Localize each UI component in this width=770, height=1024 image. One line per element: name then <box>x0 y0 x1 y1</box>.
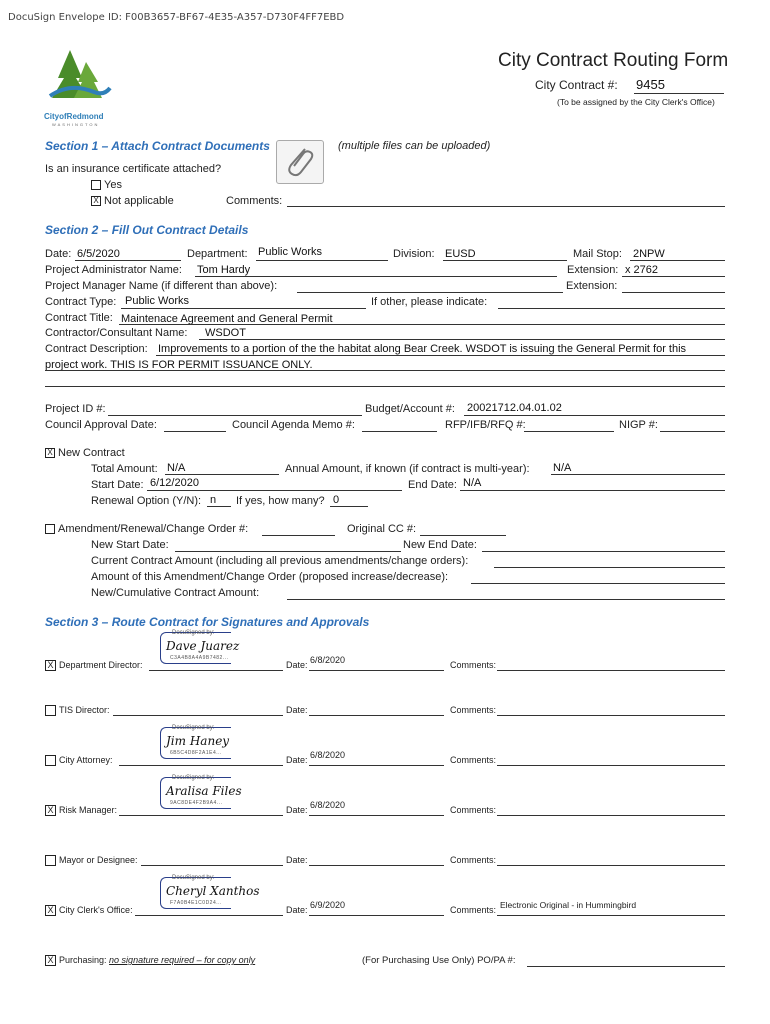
current-amount-field[interactable] <box>494 567 725 568</box>
signature-field[interactable] <box>119 765 283 766</box>
upload-note: (multiple files can be uploaded) <box>338 140 491 152</box>
approval-comments-label: Comments: <box>450 705 497 715</box>
po-field[interactable] <box>527 966 725 967</box>
signature-script: Dave Juarez <box>166 639 240 653</box>
signature-header: DocuSigned by: <box>172 775 215 781</box>
how-many-value[interactable]: 0 <box>333 494 340 506</box>
purchasing-label: Purchasing: <box>59 955 107 965</box>
approval-role-label: Mayor or Designee: <box>59 855 138 865</box>
new-cumulative-label: New/Cumulative Contract Amount: <box>91 587 260 599</box>
nigp-label: NIGP #: <box>619 419 658 431</box>
contract-number-label: City Contract #: <box>535 78 618 92</box>
yes-label: Yes <box>104 179 122 191</box>
new-contract-option[interactable] <box>45 447 125 459</box>
mail-stop-value[interactable]: 2NPW <box>633 248 665 260</box>
attach-box[interactable] <box>276 140 324 184</box>
logo-text: CityofRedmond <box>44 112 104 121</box>
approval-checkbox[interactable] <box>45 705 56 716</box>
signature-field[interactable] <box>149 670 283 671</box>
purchasing-checkbox[interactable]: X <box>45 955 56 966</box>
approval-date-label: Date: <box>286 705 308 715</box>
pm-field[interactable] <box>297 292 563 293</box>
approval-role-label: City Attorney: <box>59 755 113 765</box>
approval-checkbox[interactable]: X <box>45 660 56 671</box>
budget-label: Budget/Account #: <box>365 403 455 415</box>
approval-date-field[interactable] <box>309 815 444 816</box>
original-cc-label: Original CC #: <box>347 523 417 535</box>
other-field[interactable] <box>498 308 725 309</box>
division-label: Division: <box>393 248 435 260</box>
logo-subtext: WASHINGTON <box>52 122 100 127</box>
approval-comments-field[interactable] <box>497 765 725 766</box>
contract-title-label: Contract Title: <box>45 312 113 324</box>
project-id-label: Project ID #: <box>45 403 106 415</box>
city-logo-icon <box>44 48 116 110</box>
approval-date-value[interactable]: 6/8/2020 <box>310 800 346 810</box>
rfp-field[interactable] <box>524 431 614 432</box>
admin-value[interactable]: Tom Hardy <box>197 264 251 276</box>
signature-header: DocuSigned by: <box>172 875 215 881</box>
paperclip-icon <box>277 141 321 181</box>
renewal-value[interactable]: n <box>210 494 217 506</box>
mail-stop-label: Mail Stop: <box>573 248 622 260</box>
contract-number-note: (To be assigned by the City Clerk's Office) <box>557 97 715 107</box>
signature-id: F7A0B4E1C0D24... <box>170 900 222 906</box>
approval-checkbox[interactable] <box>45 855 56 866</box>
signature-script: Jim Haney <box>166 734 230 748</box>
original-cc-field[interactable] <box>420 535 506 536</box>
approval-comment-value[interactable]: Electronic Original - in Hummingbird <box>500 900 637 910</box>
section3-heading: Section 3 – Route Contract for Signatures and Approvals <box>45 615 370 629</box>
section1-comments-field[interactable] <box>287 206 725 207</box>
extension-value[interactable]: x 2762 <box>625 264 659 276</box>
approval-role[interactable] <box>45 855 138 866</box>
signature-field[interactable] <box>141 865 283 866</box>
approval-comments-label: Comments: <box>450 755 497 765</box>
start-date-label: Start Date: <box>91 479 144 491</box>
approval-comments-field[interactable] <box>497 865 725 866</box>
memo-field[interactable] <box>362 431 437 432</box>
signature-script: Cheryl Xanthos <box>166 884 260 898</box>
amendment-checkbox[interactable] <box>45 524 55 534</box>
section1-comments-label: Comments: <box>226 195 283 207</box>
end-date-label: End Date: <box>408 479 457 491</box>
division-value[interactable]: EUSD <box>445 248 476 260</box>
end-date-value[interactable]: N/A <box>463 477 482 489</box>
new-contract-checkbox[interactable]: X <box>45 448 55 458</box>
contract-type-value[interactable]: Public Works <box>125 295 189 307</box>
approval-role[interactable] <box>45 705 110 716</box>
amendment-label: Amendment/Renewal/Change Order #: <box>58 523 249 535</box>
approval-date-value[interactable]: 6/8/2020 <box>310 655 346 665</box>
signature-field[interactable] <box>135 915 283 916</box>
approval-date-field[interactable] <box>309 670 444 671</box>
yes-checkbox[interactable] <box>91 180 101 190</box>
signature-header: DocuSigned by: <box>172 630 215 636</box>
project-id-field[interactable] <box>108 415 362 416</box>
signature-field[interactable] <box>119 815 283 816</box>
insurance-yes-option[interactable] <box>91 179 122 191</box>
approval-date-field[interactable] <box>309 915 444 916</box>
approval-date-label: Date: <box>286 805 308 815</box>
signature-id: C3A4B8A4A9B7482... <box>170 655 229 661</box>
contract-type-label: Contract Type: <box>45 296 117 308</box>
approval-date-value[interactable]: 6/9/2020 <box>310 900 346 910</box>
insurance-na-option[interactable] <box>91 195 174 207</box>
page-title: City Contract Routing Form <box>498 50 729 71</box>
approval-role[interactable] <box>45 755 113 766</box>
contract-number-value[interactable]: 9455 <box>636 77 665 92</box>
approval-comments-label: Comments: <box>450 660 497 670</box>
approval-role-label: City Clerk's Office: <box>59 905 133 915</box>
approval-comments-field[interactable] <box>497 915 725 916</box>
annual-amount-value[interactable]: N/A <box>553 462 572 474</box>
budget-value[interactable]: 20021712.04.01.02 <box>467 402 562 414</box>
envelope-id: DocuSign Envelope ID: F00B3657-BF67-4E35-A357-D730F4FF7EBD <box>8 12 345 23</box>
approval-checkbox[interactable]: X <box>45 805 56 816</box>
approval-date-value[interactable]: 6/8/2020 <box>310 750 346 760</box>
contractor-value[interactable]: WSDOT <box>205 327 246 339</box>
approval-comments-label: Comments: <box>450 805 497 815</box>
annual-amount-label: Annual Amount, if known (if contract is multi-year): <box>285 463 530 475</box>
renewal-label: Renewal Option (Y/N): <box>91 495 202 507</box>
how-many-label: If yes, how many? <box>236 495 325 507</box>
pm-label: Project Manager Name (if different than above): <box>45 280 278 292</box>
new-start-field[interactable] <box>175 551 401 552</box>
other-label: If other, please indicate: <box>371 296 488 308</box>
council-date-label: Council Approval Date: <box>45 419 157 431</box>
approval-role[interactable] <box>45 905 133 916</box>
amendment-option[interactable] <box>45 523 248 535</box>
approval-role-label: Risk Manager: <box>59 805 118 815</box>
section1-heading: Section 1 – Attach Contract Documents <box>45 139 270 153</box>
purchasing-value: no signature required – for copy only <box>109 955 256 965</box>
extension-label: Extension: <box>567 264 619 276</box>
description-label: Contract Description: <box>45 343 148 355</box>
description-value-1[interactable]: Improvements to a portion of the the habitat along Bear Creek. WSDOT is issuing the General Permit for this <box>158 343 687 355</box>
approval-comments-label: Comments: <box>450 905 497 915</box>
approval-checkbox[interactable]: X <box>45 905 56 916</box>
approval-role[interactable] <box>45 660 143 671</box>
approval-role[interactable] <box>45 805 117 816</box>
na-label: Not applicable <box>104 195 174 207</box>
approval-date-label: Date: <box>286 905 308 915</box>
current-amount-label: Current Contract Amount (including all previous amendments/change orders): <box>91 555 469 567</box>
signature-id: 9AC8DE4F2B9A4... <box>170 800 223 806</box>
new-contract-label: New Contract <box>58 447 125 459</box>
insurance-question: Is an insurance certificate attached? <box>45 163 222 175</box>
signature-script: Aralisa Files <box>166 784 242 798</box>
start-date-value[interactable]: 6/12/2020 <box>150 477 199 489</box>
approval-date-field[interactable] <box>309 715 444 716</box>
purchasing-row[interactable] <box>45 955 255 966</box>
contractor-label: Contractor/Consultant Name: <box>45 327 188 339</box>
approval-role-label: Department Director: <box>59 660 143 670</box>
nigp-field[interactable] <box>660 431 725 432</box>
approval-comments-label: Comments: <box>450 855 497 865</box>
approval-comments-field[interactable] <box>497 670 725 671</box>
memo-label: Council Agenda Memo #: <box>232 419 355 431</box>
date-label: Date: <box>45 248 72 260</box>
new-cumulative-field[interactable] <box>287 599 725 600</box>
department-value[interactable]: Public Works <box>258 246 322 258</box>
na-checkbox[interactable]: X <box>91 196 101 206</box>
approval-checkbox[interactable] <box>45 755 56 766</box>
approval-date-label: Date: <box>286 855 308 865</box>
approval-date-label: Date: <box>286 755 308 765</box>
new-end-label: New End Date: <box>403 539 477 551</box>
approval-role-label: TIS Director: <box>59 705 110 715</box>
new-end-field[interactable] <box>482 551 725 552</box>
po-label: (For Purchasing Use Only) PO/PA #: <box>362 955 516 966</box>
total-amount-value[interactable]: N/A <box>167 462 186 474</box>
amendment-amount-field[interactable] <box>471 583 725 584</box>
approval-date-label: Date: <box>286 660 308 670</box>
approval-date-field[interactable] <box>309 765 444 766</box>
contract-title-value[interactable]: Maintenace Agreement and General Permit <box>121 313 333 325</box>
council-date-field[interactable] <box>164 431 226 432</box>
section2-heading: Section 2 – Fill Out Contract Details <box>45 223 249 237</box>
amendment-field[interactable] <box>262 535 335 536</box>
amendment-amount-label: Amount of this Amendment/Change Order (proposed increase/decrease): <box>91 571 449 583</box>
new-start-label: New Start Date: <box>91 539 169 551</box>
extension2-label: Extension: <box>566 280 618 292</box>
signature-header: DocuSigned by: <box>172 725 215 731</box>
rfp-label: RFP/IFB/RFQ #: <box>445 419 526 431</box>
signature-field[interactable] <box>113 715 283 716</box>
description-value-2[interactable]: project work. THIS IS FOR PERMIT ISSUANCE ONLY. <box>45 359 313 371</box>
admin-label: Project Administrator Name: <box>45 264 182 276</box>
approval-date-field[interactable] <box>309 865 444 866</box>
extension2-field[interactable] <box>622 292 725 293</box>
total-amount-label: Total Amount: <box>91 463 158 475</box>
approval-comments-field[interactable] <box>497 815 725 816</box>
department-label: Department: <box>187 248 248 260</box>
approval-comments-field[interactable] <box>497 715 725 716</box>
date-value[interactable]: 6/5/2020 <box>77 248 120 260</box>
signature-id: 6B5C4D8F2A1E4... <box>170 750 222 756</box>
